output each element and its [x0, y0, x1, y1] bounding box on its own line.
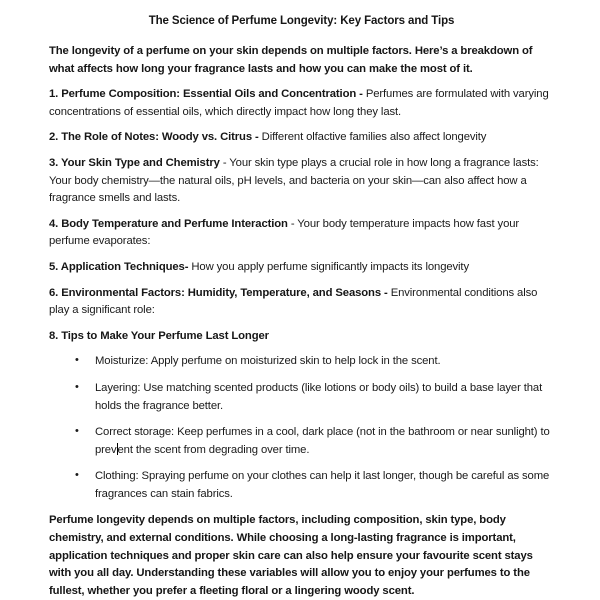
list-item-moisturize[interactable]	[75, 353, 554, 371]
paragraph-section-1[interactable]	[49, 86, 554, 121]
paragraph-section-2[interactable]	[49, 129, 554, 147]
section-5-heading: 5. Application Techniques-	[49, 260, 189, 273]
tips-list	[49, 353, 554, 503]
bullet-icon: •	[75, 354, 79, 367]
paragraph-section-3[interactable]	[49, 155, 554, 208]
section-2-heading: 2. The Role of Notes: Woody vs. Citrus -	[49, 131, 259, 144]
paragraph-conclusion[interactable]: Perfume longevity depends on multiple factors, including composition, skin type, body chemistry, and external conditions. While choosing a long-lasting fragrance is important, application techniques and proper skin care can also help ensure your favourite scent stays with you all day. Understanding these variables will allow you to enjoy your perfumes to the fullest, whether you prefer a fleeting floral or a lingering woody scent.	[49, 514, 533, 597]
section-4-text: - Your body temperature impacts how fast your perfume evaporates:	[49, 217, 520, 248]
paragraph-section-4[interactable]	[49, 216, 554, 251]
paragraph-section-6[interactable]	[49, 285, 554, 320]
section-6-heading: 6. Environmental Factors: Humidity, Temperature, and Seasons -	[49, 286, 388, 299]
section-3-text: - Your skin type plays a crucial role in how long a fragrance lasts: Your body chemistry—the natural oils, pH levels, and bacteria on your skin—can also affect how a fragrance smells and lasts.	[49, 156, 539, 205]
section-1-text: Perfumes are formulated with varying concentrations of essential oils, which directly impact how long they last.	[49, 88, 549, 118]
list-item-correct-storage[interactable]	[75, 424, 554, 459]
list-item-text-before-cursor: Correct storage: Keep perfumes in a cool, dark place (not in the bathroom or near sunlight) to prev	[95, 426, 550, 456]
section-4-heading: 4. Body Temperature and Perfume Interaction	[49, 217, 288, 230]
section-2-text: Different olfactive families also affect longevity	[258, 131, 487, 144]
document-title[interactable]: The Science of Perfume Longevity: Key Factors and Tips	[148, 15, 455, 27]
list-item-text-after-cursor: ent the scent from degrading over time.	[117, 443, 310, 456]
list-item-text: Layering: Use matching scented products (like lotions or body oils) to build a base layer that holds the fragrance better.	[95, 381, 543, 412]
bullet-icon: •	[75, 425, 79, 438]
paragraph-intro[interactable]: The longevity of a perfume on your skin depends on multiple factors. Here’s a breakdown of what affects how long your fragrance lasts and how you can make the most of it.	[49, 45, 533, 75]
section-5-text: How you apply perfume significantly impacts its longevity	[188, 260, 469, 273]
section-6-text: Environmental conditions also play a significant role:	[49, 286, 538, 317]
list-item-clothing[interactable]	[75, 468, 554, 503]
list-item-layering[interactable]	[75, 380, 554, 415]
paragraph-section-5[interactable]	[49, 259, 554, 277]
bullet-icon: •	[75, 469, 79, 482]
list-item-text: Clothing: Spraying perfume on your clothes can help it last longer, though be careful as some fragrances can stain fabrics.	[95, 470, 550, 500]
bullet-icon: •	[75, 380, 79, 393]
section-8-heading: 8. Tips to Make Your Perfume Last Longer	[49, 329, 269, 342]
section-1-heading: 1. Perfume Composition: Essential Oils and Concentration -	[49, 88, 363, 101]
list-item-text: Moisturize: Apply perfume on moisturized skin to help lock in the scent.	[95, 355, 441, 368]
paragraph-section-8[interactable]	[49, 328, 554, 346]
section-3-heading: 3. Your Skin Type and Chemistry	[49, 156, 220, 169]
